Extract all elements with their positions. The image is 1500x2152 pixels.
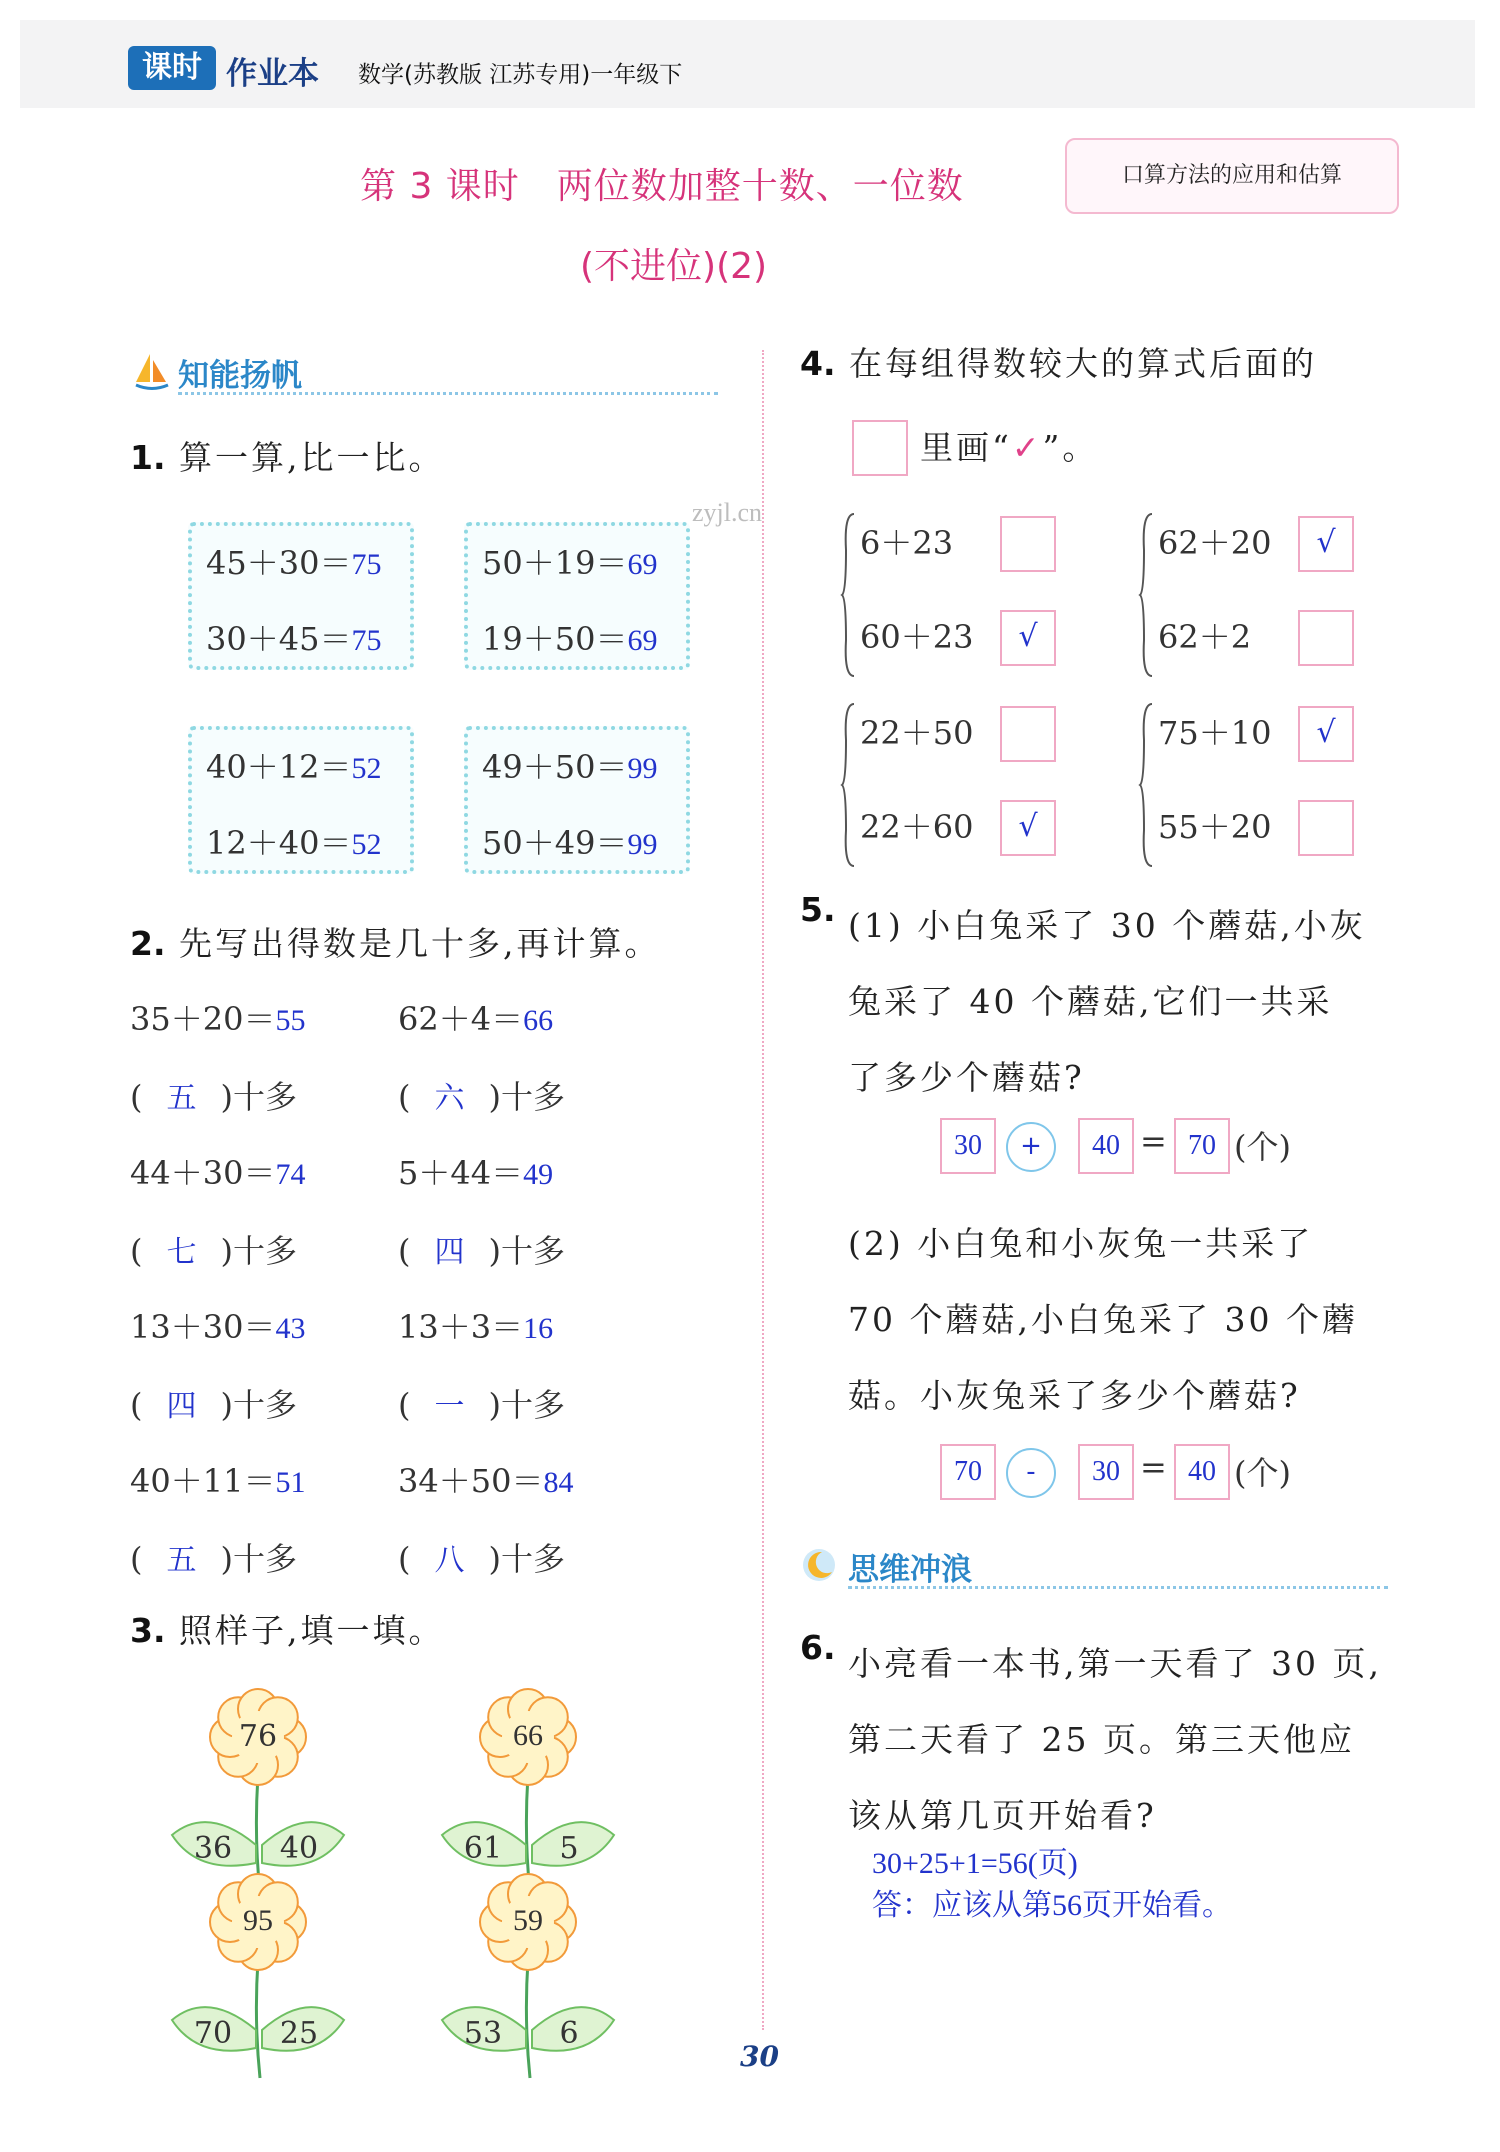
q2-tens-blank	[130, 1226, 297, 1272]
unit-label: (个)	[1234, 1128, 1291, 1166]
question-number: 4.	[800, 344, 836, 383]
question-4-line2	[920, 422, 1098, 469]
question-text: 菇。小灰兔采了多少个蘑菇?	[848, 1376, 1301, 1415]
answer: 66	[523, 1004, 554, 1037]
question-text: 在每组得数较大的算式后面的	[849, 344, 1317, 383]
moon-icon	[800, 1546, 838, 1588]
question-text: (1) 小白兔采了 30 个蘑菇,小灰	[848, 906, 1366, 945]
answer: 84	[543, 1466, 574, 1499]
equation: 30＋45＝	[206, 620, 352, 658]
answer-box: 70	[1174, 1118, 1230, 1174]
answer: 55	[275, 1004, 306, 1037]
check-box[interactable]: √	[1298, 706, 1354, 762]
equation-pair-box	[464, 726, 690, 874]
paren: (	[130, 1232, 143, 1270]
answer-box: 40	[1078, 1118, 1134, 1174]
answer: 75	[351, 548, 382, 581]
answer: 52	[351, 752, 382, 785]
answer-box: 40	[1174, 1444, 1230, 1500]
equation: 40＋12＝	[206, 748, 352, 786]
answer-sentence: 答：应该从第56页开始看。	[872, 1889, 1232, 1922]
q2-tens-blank	[398, 1534, 565, 1580]
paren: )	[488, 1386, 501, 1424]
leaf-left-value: 61	[463, 1831, 503, 1866]
suffix-label: 十多	[232, 1540, 297, 1578]
question-text: 兔采了 40 个蘑菇,它们一共采	[848, 982, 1333, 1021]
equation-pair-box	[464, 522, 690, 670]
flower-sum: 95	[243, 1904, 273, 1937]
equation-pair-box	[188, 726, 414, 874]
question-3	[130, 1605, 445, 1652]
section-underline	[178, 392, 718, 395]
section-title-zhineng: 知能扬帆	[178, 358, 302, 394]
question-text: 该从第几页开始看?	[848, 1796, 1157, 1835]
question-number: 2.	[130, 924, 166, 963]
work-calculation: 30+25+1=56(页)	[872, 1847, 1078, 1880]
tens-answer: 五	[166, 1082, 197, 1115]
answer: 99	[627, 828, 658, 861]
method-tag: 口算方法的应用和估算	[1065, 138, 1399, 214]
tens-answer: 五	[166, 1544, 197, 1577]
q2-tens-blank	[130, 1534, 297, 1580]
paren: )	[220, 1386, 233, 1424]
flower-sum: 59	[513, 1904, 543, 1937]
check-box[interactable]	[1000, 516, 1056, 572]
question-text: 照样子,填一填。	[179, 1611, 445, 1650]
logo: 课时	[128, 46, 216, 90]
page-number: 30	[740, 2040, 779, 2073]
equation: 19＋50＝	[482, 620, 628, 658]
question-text: 70 个蘑菇,小白兔采了 30 个蘑	[848, 1300, 1358, 1339]
equation: 35＋20＝	[130, 1000, 276, 1038]
q2-equation	[398, 1148, 553, 1194]
tens-answer: 四	[434, 1236, 465, 1269]
paren: (	[130, 1078, 143, 1116]
check-box[interactable]: √	[1000, 610, 1056, 666]
equation: 49＋50＝	[482, 748, 628, 786]
comparison-group	[852, 510, 1112, 680]
leaf-right-value: 5	[559, 1831, 579, 1866]
equation: 40＋11＝	[130, 1462, 276, 1500]
q2-tens-blank	[130, 1380, 297, 1426]
section-title-siwei: 思维冲浪	[848, 1552, 972, 1588]
comparison-group	[1150, 510, 1410, 680]
equals-sign: =	[1140, 1448, 1167, 1486]
question-1	[130, 432, 445, 479]
expression-b: 22＋60	[860, 808, 974, 846]
leaf-right-value: 40	[279, 1831, 319, 1866]
lesson-subtitle: (不进位)(2)	[580, 246, 768, 287]
question-text: (2) 小白兔和小灰兔一共采了	[848, 1224, 1314, 1263]
expression-a: 6＋23	[860, 524, 954, 562]
answer: 75	[351, 624, 382, 657]
question-text: 算一算,比一比。	[179, 438, 445, 477]
q2-equation	[398, 1456, 573, 1502]
paren: )	[488, 1078, 501, 1116]
lesson-title: 第 3 课时 两位数加整十数、一位数	[360, 166, 964, 207]
question-number: 1.	[130, 438, 166, 477]
answer: 52	[351, 828, 382, 861]
leaf-right-value: 6	[559, 2016, 579, 2051]
suffix-label: 十多	[500, 1540, 565, 1578]
q2-equation	[398, 994, 553, 1040]
paren: )	[220, 1540, 233, 1578]
paren: (	[398, 1232, 411, 1270]
example-box	[852, 420, 908, 476]
suffix-label: 十多	[500, 1386, 565, 1424]
leaf-left-value: 53	[463, 2016, 503, 2051]
answer-box: 30	[940, 1118, 996, 1174]
expression-a: 75＋10	[1158, 714, 1272, 752]
equation: 62＋4＝	[398, 1000, 524, 1038]
equals-sign: =	[1140, 1122, 1167, 1160]
q2-tens-blank	[130, 1072, 297, 1118]
brace-icon	[1138, 510, 1154, 680]
answer-box: 70	[940, 1444, 996, 1500]
section-underline	[848, 1586, 1388, 1589]
equation-row-1	[940, 1118, 1340, 1178]
tens-answer: 六	[434, 1082, 465, 1115]
equation: 12＋40＝	[206, 824, 352, 862]
q2-tens-blank	[398, 1072, 565, 1118]
q2-tens-blank	[398, 1226, 565, 1272]
paren: )	[220, 1078, 233, 1116]
paren: (	[398, 1078, 411, 1116]
expression-a: 22＋50	[860, 714, 974, 752]
number-flower	[438, 1685, 618, 1895]
leaf-left-value: 70	[193, 2016, 233, 2051]
answer: 69	[627, 548, 658, 581]
equation: 34＋50＝	[398, 1462, 544, 1500]
number-flower	[168, 1870, 348, 2080]
question-text: ”。	[1042, 428, 1099, 467]
equation: 44＋30＝	[130, 1154, 276, 1192]
equation: 13＋30＝	[130, 1308, 276, 1346]
check-box[interactable]: √	[1000, 800, 1056, 856]
question-text: 了多少个蘑菇?	[848, 1058, 1085, 1097]
comparison-group	[852, 700, 1112, 870]
paren: (	[398, 1386, 411, 1424]
tens-answer: 四	[166, 1390, 197, 1423]
question-number: 3.	[130, 1611, 166, 1650]
question-text: 小亮看一本书,第一天看了 30 页,	[848, 1644, 1382, 1683]
question-4	[800, 338, 1317, 385]
flower-sum: 66	[513, 1719, 543, 1752]
q2-equation	[130, 994, 305, 1040]
expression-b: 60＋23	[860, 618, 974, 656]
tens-answer: 七	[166, 1236, 197, 1269]
equation: 50＋19＝	[482, 544, 628, 582]
suffix-label: 十多	[232, 1386, 297, 1424]
q2-tens-blank	[398, 1380, 565, 1426]
question-text: 先写出得数是几十多,再计算。	[179, 924, 661, 963]
check-box[interactable]	[1000, 706, 1056, 762]
paren: )	[220, 1232, 233, 1270]
comparison-group	[1150, 700, 1410, 870]
paren: )	[488, 1232, 501, 1270]
q2-equation	[130, 1148, 305, 1194]
answer: 74	[275, 1158, 306, 1191]
column-divider	[762, 350, 764, 2030]
paren: (	[398, 1540, 411, 1578]
question-text: 第二天看了 25 页。第三天他应	[848, 1720, 1355, 1759]
answer: 99	[627, 752, 658, 785]
tens-answer: 八	[434, 1544, 465, 1577]
suffix-label: 十多	[232, 1078, 297, 1116]
brace-icon	[840, 510, 856, 680]
suffix-label: 十多	[500, 1232, 565, 1270]
expression-b: 62＋2	[1158, 618, 1252, 656]
flower-sum: 76	[238, 1719, 278, 1754]
leaf-right-value: 25	[279, 2016, 319, 2051]
answer: 69	[627, 624, 658, 657]
equation-row-2	[940, 1444, 1340, 1504]
number-flower	[438, 1870, 618, 2080]
suffix-label: 十多	[232, 1232, 297, 1270]
number-flower	[168, 1685, 348, 1895]
check-box[interactable]: √	[1298, 516, 1354, 572]
equation-pair-box	[188, 522, 414, 670]
question-number: 5.	[800, 890, 836, 929]
answer: 49	[523, 1158, 554, 1191]
unit-label: (个)	[1234, 1454, 1291, 1492]
leaf-left-value: 36	[193, 1831, 233, 1866]
operator-circle: +	[1006, 1122, 1056, 1172]
answer: 16	[523, 1312, 554, 1345]
tens-answer: 一	[434, 1390, 465, 1423]
expression-a: 62＋20	[1158, 524, 1272, 562]
expression-b: 55＋20	[1158, 808, 1272, 846]
q2-equation	[130, 1456, 305, 1502]
equation: 50＋49＝	[482, 824, 628, 862]
book-info: 数学(苏教版 江苏专用)一年级下	[358, 62, 683, 88]
answer-box: 30	[1078, 1444, 1134, 1500]
check-box[interactable]	[1298, 610, 1354, 666]
answer: 43	[275, 1312, 306, 1345]
question-text: 里画“	[920, 428, 1012, 467]
brace-icon	[1138, 700, 1154, 870]
operator-circle: -	[1006, 1448, 1056, 1498]
check-box[interactable]	[1298, 800, 1354, 856]
question-2	[130, 918, 661, 965]
q2-equation	[398, 1302, 553, 1348]
brand-title: 作业本	[226, 56, 319, 92]
brace-icon	[840, 700, 856, 870]
question-6	[848, 1626, 1382, 1854]
paren: (	[130, 1540, 143, 1578]
question-5-part1	[848, 888, 1366, 1116]
tick-icon: ✓	[1011, 431, 1043, 467]
equation: 5＋44＝	[398, 1154, 524, 1192]
question-number: 6.	[800, 1628, 836, 1667]
paren: (	[130, 1386, 143, 1424]
sail-icon	[134, 352, 170, 396]
equation: 45＋30＝	[206, 544, 352, 582]
equation: 13＋3＝	[398, 1308, 524, 1346]
paren: )	[488, 1540, 501, 1578]
suffix-label: 十多	[500, 1078, 565, 1116]
watermark: zyjl.cn	[692, 498, 763, 527]
question-5-part2	[848, 1206, 1358, 1434]
answer: 51	[275, 1466, 306, 1499]
q2-equation	[130, 1302, 305, 1348]
